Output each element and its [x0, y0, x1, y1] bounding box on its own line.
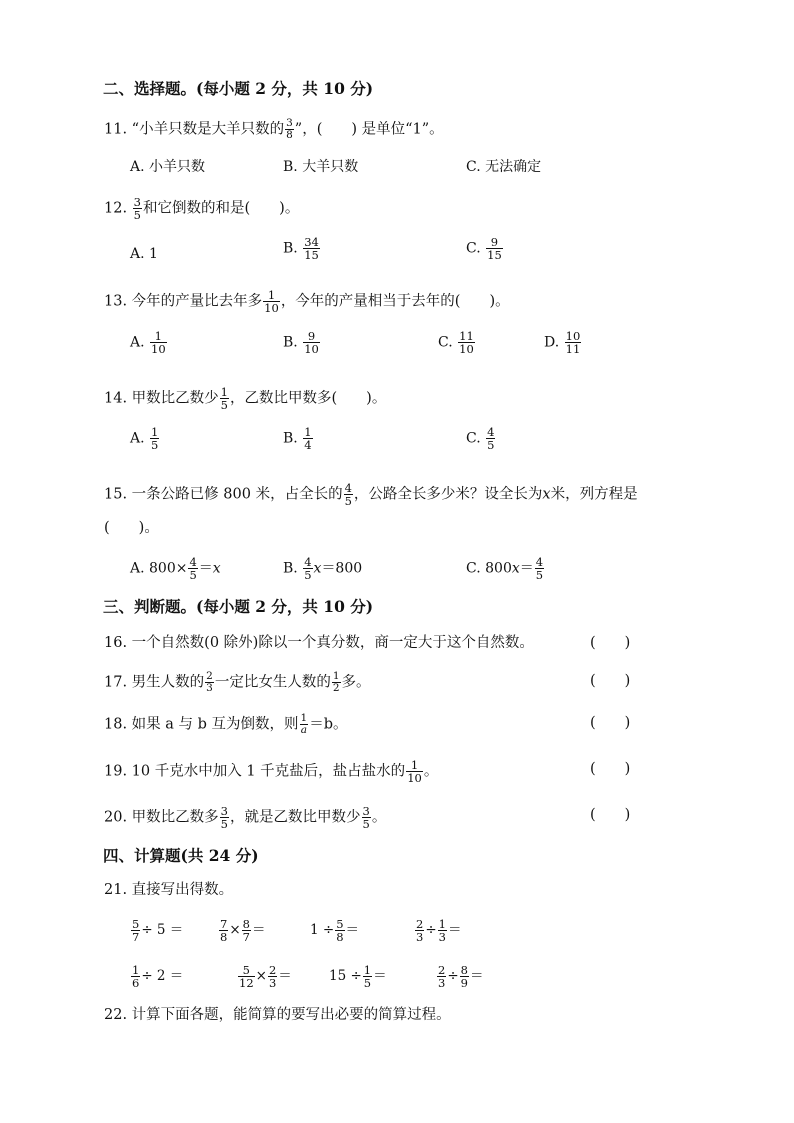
- question-text: 甲数比乙数多: [131, 809, 219, 826]
- question-19: [104, 759, 438, 784]
- fraction: $\frac{1}{5}$: [151, 425, 159, 452]
- answer-bracket[interactable]: ( ): [590, 761, 631, 777]
- fraction: $\frac{1}{10}$: [264, 288, 279, 315]
- fraction: $\frac{5}{7}$: [132, 917, 140, 944]
- question-11: [104, 118, 444, 141]
- fraction: $\frac{2}{3}$: [268, 963, 277, 990]
- question-number: 14.: [104, 390, 128, 407]
- fraction: $\frac{8}{9}$: [460, 963, 468, 990]
- question-21: [104, 880, 233, 900]
- fraction: $\frac{9}{10}$: [304, 329, 319, 356]
- fraction: $\frac{4}{5}$: [189, 555, 197, 582]
- fraction: $\frac{3}{5}$: [133, 195, 141, 222]
- question-text: 今年的产量比去年多: [131, 293, 263, 310]
- question-text: 计算下面各题，能简算的要写出必要的简算过程。: [131, 1007, 451, 1023]
- question-text: 如果 a 与 b 互为倒数，则: [131, 716, 299, 733]
- answer-bracket[interactable]: ( ): [590, 673, 631, 689]
- fraction: $\frac{3}{8}$: [286, 117, 293, 141]
- question-text: “小羊只数是大羊只数的: [131, 121, 285, 138]
- fraction: $\frac{4}{5}$: [304, 555, 312, 582]
- question-text: ＝b。: [309, 716, 348, 733]
- option-a[interactable]: A. 800× $\frac{4}{5}$ ＝x: [130, 555, 221, 582]
- question-15: [104, 482, 638, 507]
- fraction: $\frac{5}{8}$: [336, 917, 344, 944]
- question-18: [104, 713, 348, 736]
- answer-bracket[interactable]: ( ): [590, 807, 631, 823]
- question-text: 一条公路已修 800 米，占全长的: [131, 486, 343, 503]
- option-b[interactable]: B. $\frac{9}{10}$: [283, 329, 319, 356]
- fraction: $\frac{4}{5}$: [487, 425, 495, 452]
- question-22: [104, 1005, 451, 1025]
- fraction: $\frac{1}{5}$: [363, 963, 372, 990]
- question-number: 19.: [104, 763, 128, 780]
- option-b[interactable]: B. $\frac{4}{5}$ x＝800: [283, 555, 363, 582]
- fraction: $\frac{2}{3}$: [416, 917, 424, 944]
- question-text: ，乙数比甲数多( )。: [230, 390, 387, 407]
- calc-item-7: 15 ÷ $\frac{1}{5}$ ＝: [329, 963, 387, 990]
- option-a[interactable]: A. $\frac{1}{10}$: [130, 329, 166, 356]
- fraction: $\frac{1}{3}$: [438, 917, 446, 944]
- question-number: 22.: [104, 1007, 128, 1023]
- calc-item-1: $\frac{5}{7}$ ÷ 5 ＝: [132, 917, 184, 944]
- question-number: 18.: [104, 716, 128, 733]
- option-b[interactable]: B. $\frac{1}{4}$: [283, 425, 312, 452]
- fraction: $\frac{7}{8}$: [220, 917, 228, 944]
- question-text: 。: [423, 763, 439, 780]
- question-13: [104, 289, 510, 314]
- fraction: $\frac{10}{11}$: [565, 329, 581, 356]
- question-text: 米，列方程是: [550, 486, 638, 503]
- question-text: ”，( ) 是单位“1”。: [294, 121, 444, 138]
- option-c[interactable]: C. 无法确定: [466, 159, 542, 175]
- question-14: [104, 386, 386, 411]
- answer-bracket[interactable]: ( ): [590, 715, 631, 731]
- question-17: [104, 671, 371, 694]
- question-number: 17.: [104, 674, 128, 691]
- section-heading-calc: 四、计算题(共 24 分): [103, 846, 259, 865]
- fraction: $\frac{1}{4}$: [304, 425, 312, 452]
- fraction: $\frac{2}{3}$: [438, 963, 446, 990]
- fraction: $\frac{4}{5}$: [344, 481, 352, 508]
- section-heading-choice: 二、选择题。(每小题 2 分，共 10 分): [103, 79, 374, 98]
- fraction: $\frac{9}{15}$: [487, 235, 502, 262]
- question-text: 10 千克水中加入 1 千克盐后，盐占盐水的: [131, 763, 406, 780]
- calc-item-8: $\frac{2}{3}$ ÷ $\frac{8}{9}$ ＝: [438, 963, 484, 990]
- question-number: 12.: [104, 200, 128, 217]
- option-a[interactable]: A. 1: [130, 246, 158, 262]
- question-16: [104, 633, 534, 653]
- fraction: $\frac{1}{6}$: [132, 963, 140, 990]
- fraction: $\frac{34}{15}$: [304, 235, 319, 262]
- calc-item-2: $\frac{7}{8}$ × $\frac{8}{7}$ ＝: [220, 917, 266, 944]
- option-b[interactable]: B. 大羊只数: [283, 159, 359, 175]
- question-15-answer-bracket: ( )。: [104, 520, 159, 536]
- question-number: 11.: [104, 121, 128, 138]
- question-text: 和它倒数的和是( )。: [143, 200, 300, 217]
- option-c[interactable]: C. $\frac{11}{10}$: [438, 329, 474, 356]
- fraction: $\frac{1}{5}$: [220, 385, 228, 412]
- fraction: $\frac{11}{10}$: [459, 329, 474, 356]
- option-c[interactable]: C. $\frac{9}{15}$: [466, 235, 502, 262]
- fraction: $\frac{1}{a}$: [300, 712, 308, 736]
- question-number: 20.: [104, 809, 128, 826]
- section-heading-judge: 三、判断题。(每小题 2 分，共 10 分): [103, 597, 374, 616]
- question-text: 。: [371, 809, 387, 826]
- option-a[interactable]: A. $\frac{1}{5}$: [130, 425, 159, 452]
- question-number: 21.: [104, 882, 128, 898]
- question-text: 甲数比乙数少: [131, 390, 219, 407]
- option-c[interactable]: C. 800x＝ $\frac{4}{5}$: [466, 555, 544, 582]
- question-text: 直接写出得数。: [131, 882, 234, 898]
- calc-item-6: $\frac{5}{12}$ × $\frac{2}{3}$ ＝: [239, 963, 292, 990]
- question-text: 一定比女生人数的: [214, 674, 331, 691]
- question-20: [104, 805, 386, 830]
- fraction: $\frac{2}{3}$: [206, 670, 213, 694]
- question-number: 15.: [104, 486, 128, 503]
- fraction: $\frac{4}{5}$: [535, 555, 544, 582]
- fraction: $\frac{3}{5}$: [220, 804, 228, 831]
- fraction: $\frac{8}{7}$: [242, 917, 250, 944]
- calc-item-5: $\frac{1}{6}$ ÷ 2 ＝: [132, 963, 184, 990]
- fraction: $\frac{5}{12}$: [239, 963, 254, 990]
- option-a[interactable]: A. 小羊只数: [130, 159, 206, 175]
- fraction: $\frac{3}{5}$: [362, 804, 370, 831]
- fraction: $\frac{1}{2}$: [332, 670, 340, 694]
- question-text: 多。: [341, 674, 371, 691]
- calc-item-3: 1 ÷ $\frac{5}{8}$ ＝: [310, 917, 360, 944]
- question-number: 13.: [104, 293, 128, 310]
- option-d[interactable]: D. $\frac{10}{11}$: [544, 329, 581, 356]
- variable: x: [542, 486, 551, 503]
- option-b[interactable]: B. $\frac{34}{15}$: [283, 235, 319, 262]
- answer-bracket[interactable]: ( ): [590, 635, 631, 651]
- question-text: ，就是乙数比甲数少: [230, 809, 361, 826]
- fraction: $\frac{1}{10}$: [151, 329, 166, 356]
- question-text: 一个自然数(0 除外)除以一个真分数，商一定大于这个自然数。: [131, 635, 534, 651]
- option-c[interactable]: C. $\frac{4}{5}$: [466, 425, 495, 452]
- calc-item-4: $\frac{2}{3}$ ÷ $\frac{1}{3}$ ＝: [416, 917, 462, 944]
- fraction: $\frac{1}{10}$: [407, 758, 422, 785]
- question-text: ，今年的产量相当于去年的( )。: [280, 293, 510, 310]
- question-12: [104, 196, 299, 221]
- question-number: 16.: [104, 635, 128, 651]
- question-text: 男生人数的: [131, 674, 205, 691]
- question-text: ，公路全长多少米？设全长为: [353, 486, 543, 503]
